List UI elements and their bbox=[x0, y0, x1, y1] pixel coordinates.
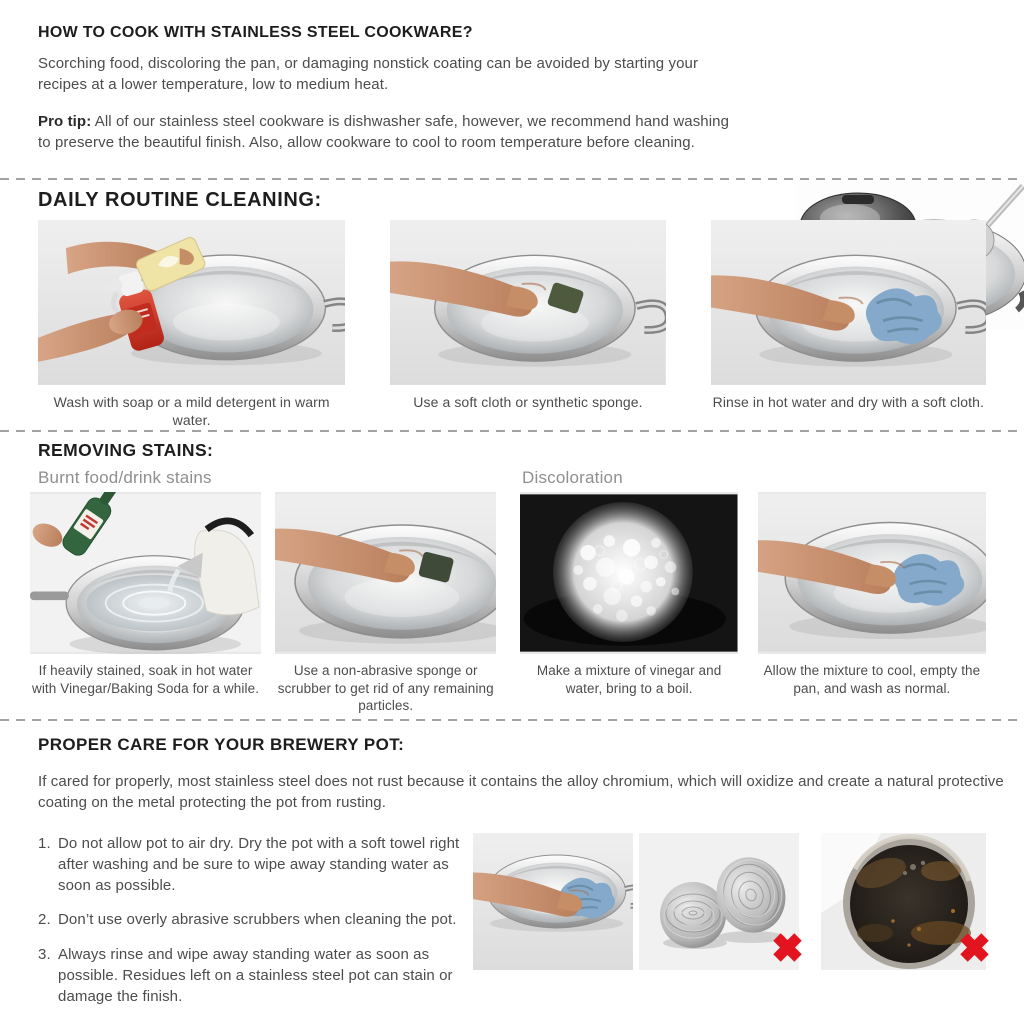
towel-dry-image bbox=[473, 833, 633, 970]
care-tip-1 bbox=[38, 833, 465, 897]
daily-steps-row bbox=[38, 220, 986, 429]
care-tip-3-number: 3. bbox=[38, 945, 51, 963]
protip-paragraph bbox=[38, 111, 743, 154]
care-tip-1-number: 1. bbox=[38, 834, 51, 852]
care-tip-3-text: Always rinse and wipe away standing water as soon as possible. Residues left on a stainless steel pot can stain or damage the finish. bbox=[58, 945, 453, 1006]
vinegar-pour-image bbox=[30, 492, 261, 654]
section-heading-removing-stains: REMOVING STAINS: bbox=[38, 440, 214, 460]
care-tip-2 bbox=[38, 909, 465, 930]
cool-and-wipe-image bbox=[758, 492, 986, 654]
sponge-wipe-image bbox=[390, 220, 665, 385]
photo-steel-scrubbers bbox=[639, 833, 799, 970]
nonabrasive-sponge-image bbox=[275, 492, 496, 654]
daily-step-3-caption: Rinse in hot water and dry with a soft cloth. bbox=[712, 394, 985, 410]
stain-step-1 bbox=[30, 492, 261, 715]
intro-text-block bbox=[38, 24, 743, 153]
intro-paragraph: Scorching food, discoloring the pan, or damaging nonstick coating can be avoided by starting your recipes at a lower temperature, low to medium heat. bbox=[38, 55, 699, 94]
daily-step-1 bbox=[38, 220, 345, 429]
cloth-dry-image bbox=[711, 220, 986, 385]
stain-step-2 bbox=[275, 492, 496, 715]
stain-step-3 bbox=[520, 492, 737, 715]
stain-type-labels bbox=[38, 468, 986, 492]
proper-care-paragraph: If cared for properly, most stainless steel does not rust because it contains the alloy chromium, which will oxidize and create a natural protective coating on the metal protecting the pot from rusting. bbox=[38, 773, 1004, 812]
daily-step-3 bbox=[711, 220, 986, 429]
section-proper-care bbox=[0, 721, 1024, 1022]
stain-step-2-caption: Use a non-abrasive sponge or scrubber to get rid of any remaining particles. bbox=[277, 663, 494, 714]
daily-step-2 bbox=[390, 220, 665, 429]
stain-step-1-caption: If heavily stained, soak in hot water with Vinegar/Baking Soda for a while. bbox=[31, 663, 260, 696]
care-tip-3 bbox=[38, 944, 465, 1008]
detergent-spray-image bbox=[38, 220, 345, 385]
stain-steps-row bbox=[30, 492, 986, 715]
care-tips-list bbox=[38, 833, 465, 1021]
not-allowed-x-icon bbox=[957, 930, 992, 965]
discoloration-label: Discoloration bbox=[522, 468, 623, 487]
care-tip-2-number: 2. bbox=[38, 911, 51, 929]
protip-label: Pro tip: bbox=[38, 112, 92, 130]
daily-step-2-caption: Use a soft cloth or synthetic sponge. bbox=[413, 394, 643, 410]
section-removing-stains bbox=[0, 432, 1024, 719]
photo-dry-with-towel bbox=[473, 833, 633, 970]
daily-step-1-caption: Wash with soap or a mild detergent in warm water. bbox=[53, 394, 330, 429]
stain-step-3-caption: Make a mixture of vinegar and water, bring to a boil. bbox=[536, 663, 722, 696]
care-tip-1-text: Do not allow pot to air dry. Dry the pot with a soft towel right after washing and be sure to wipe away standing water as soon as possible. bbox=[58, 834, 460, 895]
section-heading-how-to-cook: HOW TO COOK WITH STAINLESS STEEL COOKWARE? bbox=[38, 24, 473, 41]
not-allowed-x-icon bbox=[770, 930, 805, 965]
photo-burnt-pot bbox=[821, 833, 986, 970]
section-heading-proper-care: PROPER CARE FOR YOUR BREWERY POT: bbox=[38, 735, 405, 754]
protip-text: All of our stainless steel cookware is dishwasher safe, however, we recommend hand washing to preserve the beautiful finish. Also, allow cookware to cool to room temperature before cleaning. bbox=[38, 112, 730, 151]
section-heading-daily-cleaning: DAILY ROUTINE CLEANING: bbox=[38, 189, 322, 211]
section-how-to-cook bbox=[0, 0, 1024, 178]
boiling-mixture-image bbox=[520, 492, 737, 654]
stain-step-4-caption: Allow the mixture to cool, empty the pan, and wash as normal. bbox=[763, 663, 981, 696]
care-images-row bbox=[473, 833, 986, 970]
care-bottom-row bbox=[38, 833, 986, 1021]
stain-step-4 bbox=[758, 492, 986, 715]
burnt-stains-label: Burnt food/drink stains bbox=[38, 468, 212, 487]
care-tip-2-text: Don’t use overly abrasive scrubbers when cleaning the pot. bbox=[58, 911, 457, 929]
